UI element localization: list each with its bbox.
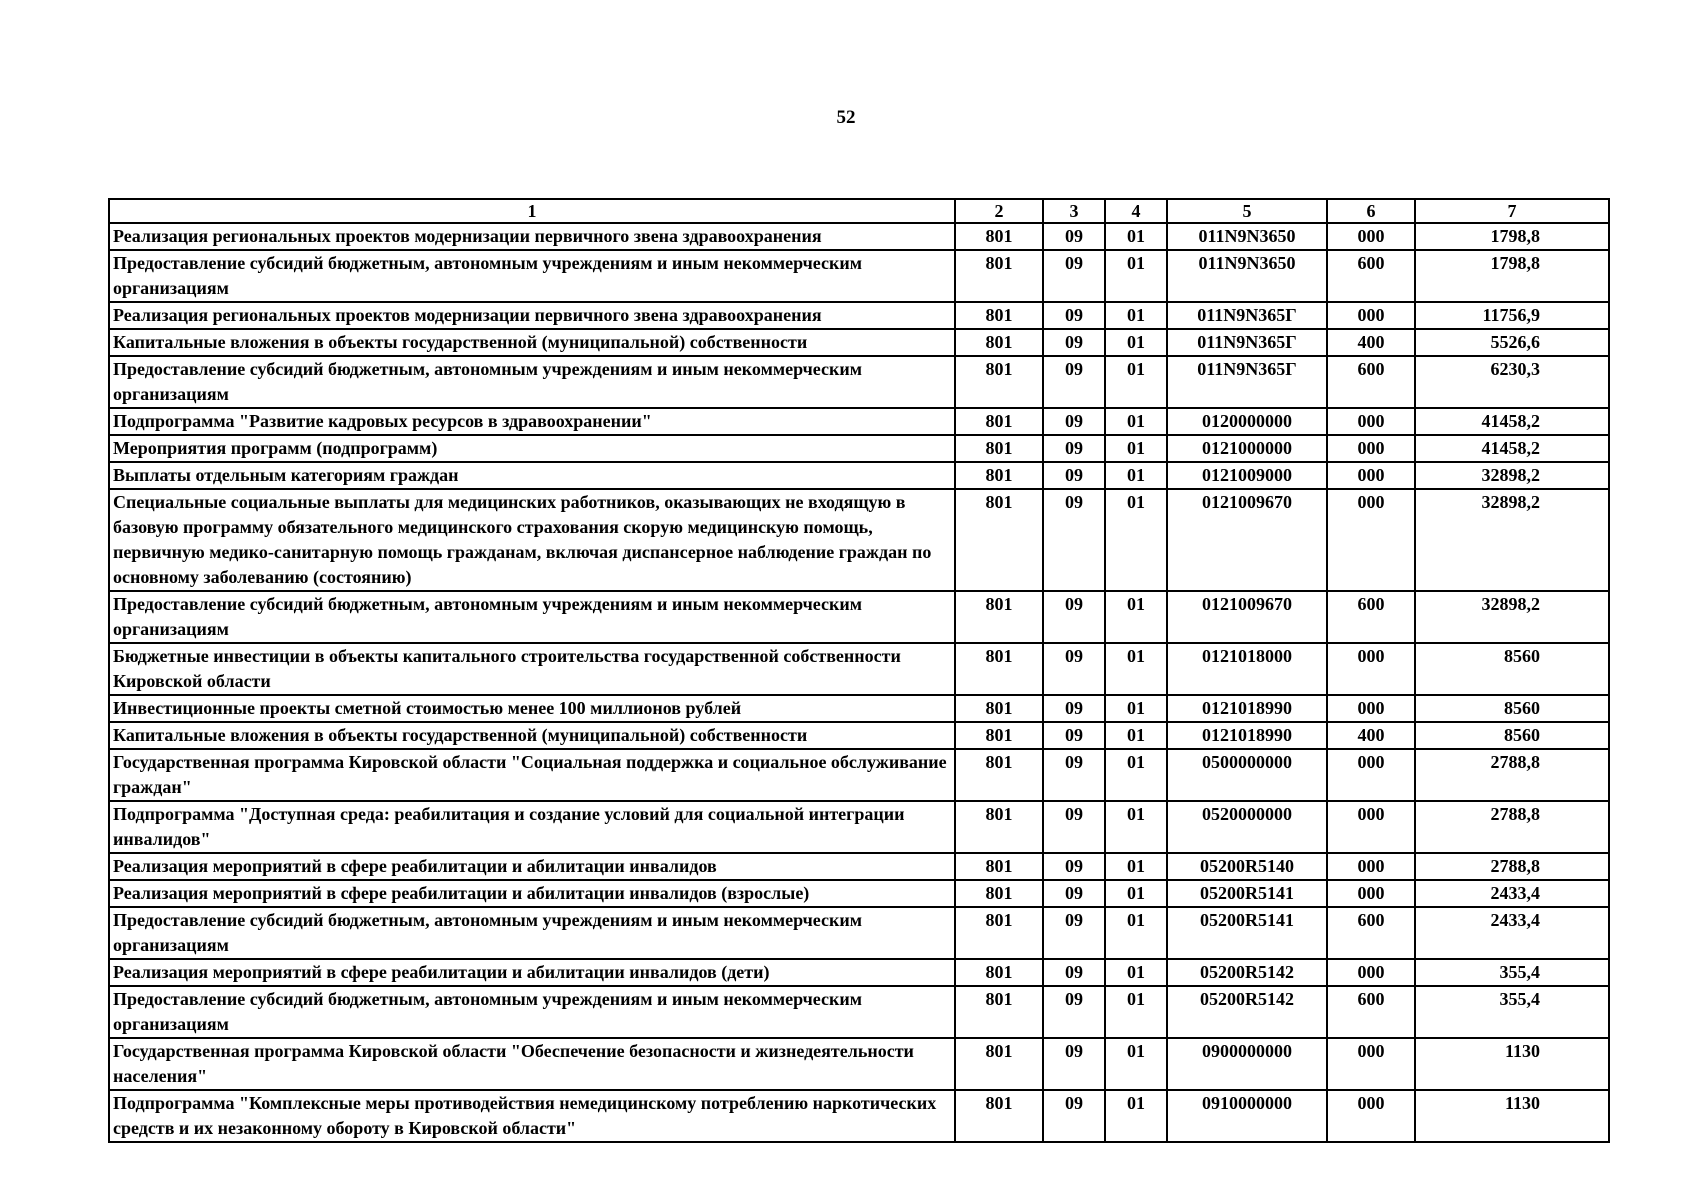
row-code-3-cell: 09 (1043, 722, 1105, 749)
table-body (109, 223, 1609, 1142)
row-code-5-cell: 0121018990 (1167, 722, 1327, 749)
row-code-2-cell: 801 (955, 329, 1043, 356)
column-header-6: 6 (1327, 199, 1415, 223)
row-amount-cell: 8560 (1415, 722, 1609, 749)
row-name-cell: Предоставление субсидий бюджетным, автономным учреждениям и иным некоммерческим организациям (109, 986, 955, 1038)
row-code-3-cell: 09 (1043, 356, 1105, 408)
table-row (109, 722, 1609, 749)
row-name-cell: Выплаты отдельным категориям граждан (109, 462, 955, 489)
row-code-5-cell: 011N9N365Г (1167, 302, 1327, 329)
row-code-2-cell: 801 (955, 1038, 1043, 1090)
row-code-4-cell: 01 (1105, 801, 1167, 853)
row-code-3-cell: 09 (1043, 986, 1105, 1038)
row-code-5-cell: 0900000000 (1167, 1038, 1327, 1090)
row-code-4-cell: 01 (1105, 1038, 1167, 1090)
row-code-3-cell: 09 (1043, 462, 1105, 489)
row-amount-cell: 41458,2 (1415, 408, 1609, 435)
row-code-6-cell: 600 (1327, 986, 1415, 1038)
row-code-3-cell: 09 (1043, 329, 1105, 356)
table-row (109, 435, 1609, 462)
row-name-cell: Реализация региональных проектов модернизации первичного звена здравоохранения (109, 223, 955, 250)
row-code-4-cell: 01 (1105, 302, 1167, 329)
row-amount-cell: 355,4 (1415, 986, 1609, 1038)
row-code-6-cell: 600 (1327, 591, 1415, 643)
row-amount-cell: 1798,8 (1415, 223, 1609, 250)
row-amount-cell: 32898,2 (1415, 591, 1609, 643)
row-code-6-cell: 000 (1327, 749, 1415, 801)
row-code-6-cell: 400 (1327, 329, 1415, 356)
table-row (109, 643, 1609, 695)
row-amount-cell: 8560 (1415, 695, 1609, 722)
row-code-3-cell: 09 (1043, 695, 1105, 722)
page-number: 52 (836, 107, 856, 128)
table-row (109, 695, 1609, 722)
row-code-5-cell: 011N9N3650 (1167, 250, 1327, 302)
row-code-4-cell: 01 (1105, 853, 1167, 880)
row-code-3-cell: 09 (1043, 591, 1105, 643)
row-code-2-cell: 801 (955, 643, 1043, 695)
row-code-6-cell: 000 (1327, 1038, 1415, 1090)
row-code-3-cell: 09 (1043, 250, 1105, 302)
table-header (109, 199, 1609, 223)
row-code-2-cell: 801 (955, 302, 1043, 329)
row-name-cell: Реализация региональных проектов модернизации первичного звена здравоохранения (109, 302, 955, 329)
row-name-cell: Предоставление субсидий бюджетным, автономным учреждениям и иным некоммерческим организациям (109, 591, 955, 643)
row-code-5-cell: 0121009670 (1167, 489, 1327, 591)
row-code-3-cell: 09 (1043, 489, 1105, 591)
row-code-3-cell: 09 (1043, 435, 1105, 462)
row-name-cell: Предоставление субсидий бюджетным, автономным учреждениям и иным некоммерческим организациям (109, 250, 955, 302)
row-code-6-cell: 000 (1327, 462, 1415, 489)
column-header-4: 4 (1105, 199, 1167, 223)
row-code-2-cell: 801 (955, 462, 1043, 489)
row-name-cell: Капитальные вложения в объекты государственной (муниципальной) собственности (109, 722, 955, 749)
row-amount-cell: 2788,8 (1415, 801, 1609, 853)
row-code-6-cell: 000 (1327, 1090, 1415, 1142)
row-code-2-cell: 801 (955, 408, 1043, 435)
row-code-2-cell: 801 (955, 223, 1043, 250)
row-name-cell: Предоставление субсидий бюджетным, автономным учреждениям и иным некоммерческим организациям (109, 356, 955, 408)
row-code-3-cell: 09 (1043, 643, 1105, 695)
row-code-3-cell: 09 (1043, 1090, 1105, 1142)
row-amount-cell: 1130 (1415, 1090, 1609, 1142)
row-code-4-cell: 01 (1105, 591, 1167, 643)
row-code-4-cell: 01 (1105, 462, 1167, 489)
table-row (109, 1038, 1609, 1090)
row-code-6-cell: 000 (1327, 223, 1415, 250)
row-name-cell: Реализация мероприятий в сфере реабилитации и абилитации инвалидов (109, 853, 955, 880)
row-code-2-cell: 801 (955, 695, 1043, 722)
table-row (109, 302, 1609, 329)
row-amount-cell: 2788,8 (1415, 853, 1609, 880)
row-code-5-cell: 0910000000 (1167, 1090, 1327, 1142)
row-code-3-cell: 09 (1043, 749, 1105, 801)
row-code-2-cell: 801 (955, 489, 1043, 591)
table-row (109, 591, 1609, 643)
row-code-4-cell: 01 (1105, 907, 1167, 959)
table-row (109, 986, 1609, 1038)
row-code-6-cell: 000 (1327, 489, 1415, 591)
table-row (109, 329, 1609, 356)
row-code-5-cell: 0121018000 (1167, 643, 1327, 695)
row-name-cell: Подпрограмма "Развитие кадровых ресурсов в здравоохранении" (109, 408, 955, 435)
row-amount-cell: 41458,2 (1415, 435, 1609, 462)
row-code-4-cell: 01 (1105, 356, 1167, 408)
row-code-5-cell: 05200R5142 (1167, 986, 1327, 1038)
table-row (109, 462, 1609, 489)
row-name-cell: Реализация мероприятий в сфере реабилитации и абилитации инвалидов (дети) (109, 959, 955, 986)
row-code-5-cell: 0121000000 (1167, 435, 1327, 462)
row-name-cell: Государственная программа Кировской области "Обеспечение безопасности и жизнедеятельности населения" (109, 1038, 955, 1090)
table-row (109, 801, 1609, 853)
row-name-cell: Государственная программа Кировской области "Социальная поддержка и социальное обслуживание граждан" (109, 749, 955, 801)
row-amount-cell: 8560 (1415, 643, 1609, 695)
row-code-6-cell: 000 (1327, 695, 1415, 722)
row-code-3-cell: 09 (1043, 907, 1105, 959)
row-code-4-cell: 01 (1105, 329, 1167, 356)
row-name-cell: Подпрограмма "Доступная среда: реабилитация и создание условий для социальной интеграции инвалидов" (109, 801, 955, 853)
row-code-4-cell: 01 (1105, 435, 1167, 462)
column-header-2: 2 (955, 199, 1043, 223)
row-amount-cell: 32898,2 (1415, 489, 1609, 591)
row-code-5-cell: 0121009670 (1167, 591, 1327, 643)
row-code-5-cell: 011N9N365Г (1167, 329, 1327, 356)
row-code-3-cell: 09 (1043, 880, 1105, 907)
row-code-3-cell: 09 (1043, 302, 1105, 329)
row-amount-cell: 1798,8 (1415, 250, 1609, 302)
row-code-5-cell: 0120000000 (1167, 408, 1327, 435)
row-code-4-cell: 01 (1105, 749, 1167, 801)
row-code-6-cell: 000 (1327, 643, 1415, 695)
column-header-3: 3 (1043, 199, 1105, 223)
row-code-4-cell: 01 (1105, 986, 1167, 1038)
row-code-4-cell: 01 (1105, 695, 1167, 722)
row-code-2-cell: 801 (955, 880, 1043, 907)
row-amount-cell: 355,4 (1415, 959, 1609, 986)
row-code-6-cell: 600 (1327, 907, 1415, 959)
row-code-6-cell: 600 (1327, 356, 1415, 408)
row-code-5-cell: 011N9N3650 (1167, 223, 1327, 250)
row-name-cell: Бюджетные инвестиции в объекты капитального строительства государственной собственности Кировской области (109, 643, 955, 695)
row-code-4-cell: 01 (1105, 880, 1167, 907)
table-row (109, 853, 1609, 880)
row-code-4-cell: 01 (1105, 408, 1167, 435)
table-row (109, 880, 1609, 907)
row-amount-cell: 5526,6 (1415, 329, 1609, 356)
row-name-cell: Реализация мероприятий в сфере реабилитации и абилитации инвалидов (взрослые) (109, 880, 955, 907)
row-code-2-cell: 801 (955, 801, 1043, 853)
header-row (109, 199, 1609, 223)
table-row (109, 907, 1609, 959)
row-name-cell: Инвестиционные проекты сметной стоимостью менее 100 миллионов рублей (109, 695, 955, 722)
table-row (109, 356, 1609, 408)
row-amount-cell: 11756,9 (1415, 302, 1609, 329)
row-code-5-cell: 05200R5141 (1167, 907, 1327, 959)
row-code-5-cell: 0121018990 (1167, 695, 1327, 722)
row-code-5-cell: 05200R5142 (1167, 959, 1327, 986)
row-code-2-cell: 801 (955, 722, 1043, 749)
column-header-5: 5 (1167, 199, 1327, 223)
row-amount-cell: 1130 (1415, 1038, 1609, 1090)
row-code-2-cell: 801 (955, 435, 1043, 462)
row-code-6-cell: 400 (1327, 722, 1415, 749)
table-row (109, 489, 1609, 591)
row-code-4-cell: 01 (1105, 722, 1167, 749)
row-code-6-cell: 000 (1327, 801, 1415, 853)
row-code-5-cell: 0500000000 (1167, 749, 1327, 801)
row-code-4-cell: 01 (1105, 643, 1167, 695)
row-name-cell: Подпрограмма "Комплексные меры противодействия немедицинскому потреблению наркотических средств и их незаконному обороту в Кировской области" (109, 1090, 955, 1142)
row-code-2-cell: 801 (955, 591, 1043, 643)
table-row (109, 250, 1609, 302)
row-code-2-cell: 801 (955, 986, 1043, 1038)
row-code-6-cell: 000 (1327, 302, 1415, 329)
row-code-4-cell: 01 (1105, 223, 1167, 250)
row-code-3-cell: 09 (1043, 853, 1105, 880)
column-header-1: 1 (109, 199, 955, 223)
row-code-6-cell: 000 (1327, 853, 1415, 880)
row-code-4-cell: 01 (1105, 959, 1167, 986)
row-code-3-cell: 09 (1043, 959, 1105, 986)
budget-table (108, 198, 1610, 1143)
row-code-5-cell: 05200R5141 (1167, 880, 1327, 907)
row-code-4-cell: 01 (1105, 489, 1167, 591)
row-code-2-cell: 801 (955, 356, 1043, 408)
row-amount-cell: 2788,8 (1415, 749, 1609, 801)
row-code-6-cell: 600 (1327, 250, 1415, 302)
row-amount-cell: 2433,4 (1415, 907, 1609, 959)
table-row (109, 223, 1609, 250)
row-code-2-cell: 801 (955, 907, 1043, 959)
row-name-cell: Предоставление субсидий бюджетным, автономным учреждениям и иным некоммерческим организациям (109, 907, 955, 959)
row-code-3-cell: 09 (1043, 408, 1105, 435)
row-code-4-cell: 01 (1105, 1090, 1167, 1142)
row-code-2-cell: 801 (955, 853, 1043, 880)
row-code-2-cell: 801 (955, 250, 1043, 302)
column-header-7: 7 (1415, 199, 1609, 223)
row-name-cell: Мероприятия программ (подпрограмм) (109, 435, 955, 462)
table-row (109, 959, 1609, 986)
row-code-2-cell: 801 (955, 749, 1043, 801)
row-code-3-cell: 09 (1043, 223, 1105, 250)
table-row (109, 749, 1609, 801)
row-code-5-cell: 05200R5140 (1167, 853, 1327, 880)
row-code-5-cell: 0121009000 (1167, 462, 1327, 489)
row-code-4-cell: 01 (1105, 250, 1167, 302)
row-amount-cell: 32898,2 (1415, 462, 1609, 489)
row-amount-cell: 6230,3 (1415, 356, 1609, 408)
row-code-6-cell: 000 (1327, 880, 1415, 907)
row-code-3-cell: 09 (1043, 1038, 1105, 1090)
row-code-5-cell: 0520000000 (1167, 801, 1327, 853)
row-code-6-cell: 000 (1327, 408, 1415, 435)
table-row (109, 408, 1609, 435)
row-code-6-cell: 000 (1327, 435, 1415, 462)
row-code-3-cell: 09 (1043, 801, 1105, 853)
table-row (109, 1090, 1609, 1142)
row-code-5-cell: 011N9N365Г (1167, 356, 1327, 408)
row-code-6-cell: 000 (1327, 959, 1415, 986)
row-code-2-cell: 801 (955, 959, 1043, 986)
row-amount-cell: 2433,4 (1415, 880, 1609, 907)
row-name-cell: Специальные социальные выплаты для медицинских работников, оказывающих не входящую в базовую программу обязательного медицинского страхования скорую медицинскую помощь, первичную медико-санитарную помощь гражданам, включая диспансерное наблюдение граждан по основному заболеванию (состоянию) (109, 489, 955, 591)
row-code-2-cell: 801 (955, 1090, 1043, 1142)
row-name-cell: Капитальные вложения в объекты государственной (муниципальной) собственности (109, 329, 955, 356)
